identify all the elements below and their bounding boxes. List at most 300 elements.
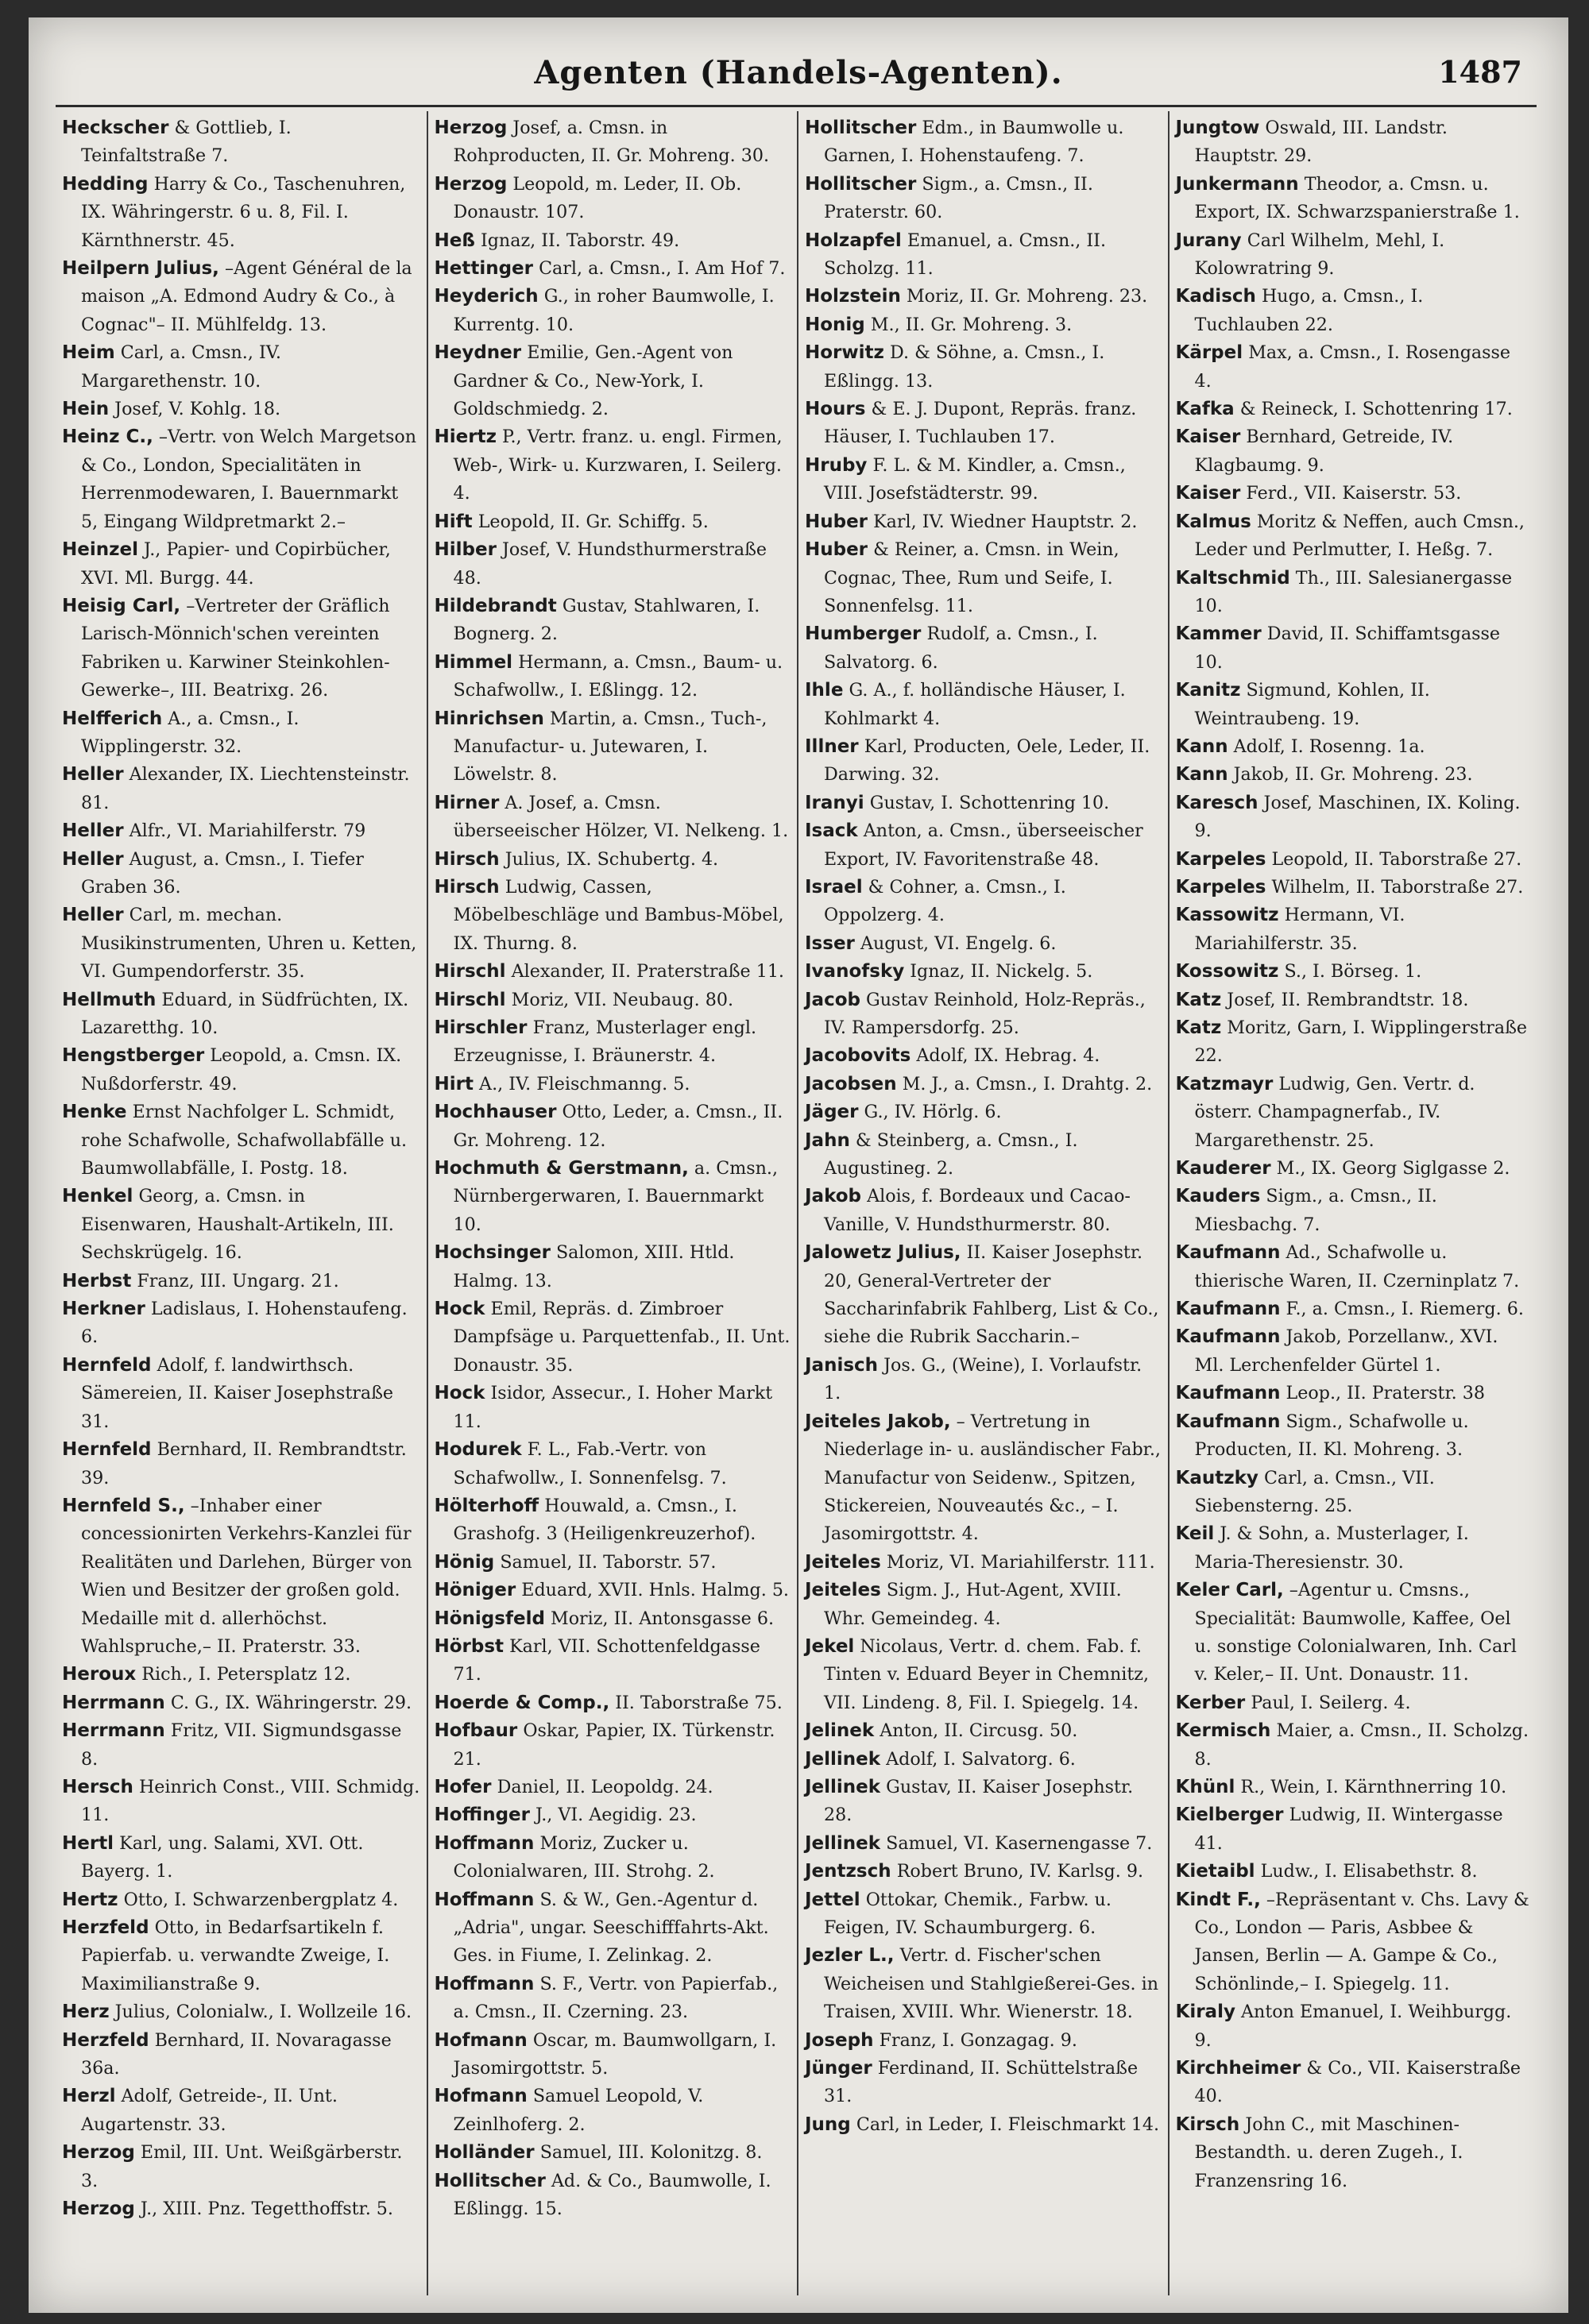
directory-entry — [1176, 1155, 1533, 1183]
entry-name: Kaiser — [1175, 427, 1241, 448]
entry-name: Isser — [805, 932, 855, 954]
directory-entry — [805, 2027, 1162, 2055]
entry-text: Th., III. Salesianergasse 10. — [1194, 567, 1513, 616]
directory-entry — [805, 227, 1162, 284]
directory-entry — [1176, 283, 1533, 339]
entry-text: Julius, Colonialw., I. Wollzeile 16. — [114, 2002, 412, 2023]
entry-name: Israel — [805, 876, 863, 898]
entry-name: Hollitscher — [805, 118, 917, 138]
directory-entry — [62, 1774, 420, 1830]
entry-name: Hiertz — [434, 427, 497, 448]
directory-entry — [805, 1830, 1162, 1858]
directory-entry — [435, 649, 791, 705]
entry-text: P., Vertr. franz. u. engl. Firmen, Web-, Wirk- u. Kurzwaren, I. Seilerg. 4. — [453, 427, 783, 504]
entry-text: Eduard, in Südfrüchten, IX. Lazaretthg. 10. — [81, 989, 409, 1038]
entry-text: Gustav Reinhold, Holz-Repräs., IV. Rampersdorfg. 25. — [824, 989, 1146, 1038]
directory-entry — [62, 1042, 420, 1098]
entry-name: Hochsinger — [434, 1242, 551, 1264]
entry-text: Moriz, VI. Mariahilferstr. 111. — [886, 1551, 1155, 1573]
entry-text: G., IV. Hörlg. 6. — [864, 1102, 1002, 1123]
entry-text: Hermann, VI. Mariahilferstr. 35. — [1194, 905, 1405, 954]
entry-name: Kaufmann — [1175, 1326, 1281, 1348]
entry-text: Hugo, a. Cmsn., I. Tuchlauben 22. — [1194, 286, 1424, 335]
entry-text: Gustav, II. Kaiser Josephstr. 28. — [824, 1776, 1134, 1826]
entry-text: R., Wein, I. Kärnthnerring 10. — [1240, 1776, 1507, 1797]
directory-entry — [435, 846, 791, 874]
entry-name: Höniger — [434, 1580, 516, 1601]
directory-entry — [435, 1886, 791, 1971]
entry-text: G., in roher Baumwolle, I. Kurrentg. 10. — [453, 286, 775, 335]
entry-name: Janisch — [805, 1354, 879, 1376]
entry-text: Oskar, Papier, IX. Türkenstr. 21. — [453, 1720, 775, 1770]
entry-name: Jezler L., — [805, 1945, 895, 1967]
entry-text: Sigm., a. Cmsn., II. Miesbachg. 7. — [1194, 1186, 1437, 1235]
entry-name: Heller — [62, 820, 124, 842]
directory-entry — [62, 1352, 420, 1436]
directory-entry — [805, 874, 1162, 930]
entry-name: Hochmuth & Gerstmann, — [434, 1158, 689, 1179]
directory-entry — [1176, 1774, 1533, 1801]
entry-text: Oswald, III. Landstr. Hauptstr. 29. — [1194, 118, 1448, 167]
entry-name: Heydner — [434, 342, 522, 364]
directory-entry — [435, 874, 791, 958]
entry-name: Jettel — [805, 1889, 860, 1910]
entry-text: Emanuel, a. Cmsn., II. Scholzg. 11. — [824, 230, 1106, 280]
entry-name: Herzl — [62, 2086, 116, 2107]
directory-entry — [1176, 1465, 1533, 1521]
directory-entry — [435, 1014, 791, 1071]
entry-text: Moritz, Garn, I. Wipplingerstraße 22. — [1194, 1017, 1528, 1067]
directory-entry — [805, 508, 1162, 536]
entry-name: Hilber — [434, 539, 497, 561]
entry-name: Hofbaur — [434, 1720, 518, 1742]
entry-name: Hollitscher — [805, 173, 917, 195]
entry-name: Jacobovits — [805, 1045, 911, 1067]
entry-text: Paul, I. Seilerg. 4. — [1251, 1692, 1411, 1713]
directory-entry — [62, 114, 420, 171]
directory-entry — [435, 1605, 791, 1633]
entry-text: John C., mit Maschinen-Bestandth. u. deren Zugeh., I. Franzensring 16. — [1194, 2114, 1463, 2191]
entry-name: Herbst — [62, 1270, 132, 1291]
directory-entry — [435, 423, 791, 508]
entry-name: Kaltschmid — [1175, 567, 1290, 589]
directory-entry — [805, 339, 1162, 396]
directory-entry — [1176, 1295, 1533, 1323]
entry-text: Karl, VII. Schottenfeldgasse 71. — [453, 1635, 760, 1685]
entry-text: Carl, a. Cmsn., VII. Siebensterng. 25. — [1194, 1467, 1435, 1516]
entry-name: Hernfeld — [62, 1439, 152, 1461]
directory-entry — [62, 986, 420, 1043]
entry-text: Moriz, II. Antonsgasse 6. — [550, 1608, 775, 1629]
entry-name: Jahn — [805, 1129, 850, 1151]
directory-entry — [1176, 1886, 1533, 1999]
entry-name: Herz — [62, 2002, 110, 2023]
directory-entry — [62, 593, 420, 705]
entry-text: F. L., Fab.-Vertr. von Schafwollw., I. Sonnenfelsg. 7. — [453, 1439, 727, 1488]
directory-entry — [1176, 480, 1533, 508]
entry-name: Kadisch — [1175, 286, 1256, 307]
entry-text: Adolf, I. Rosenng. 1a. — [1233, 735, 1425, 757]
entry-name: Hirsch — [434, 848, 500, 870]
entry-name: Jellinek — [805, 1832, 881, 1854]
directory-entry — [1176, 565, 1533, 621]
entry-name: Jeiteles — [805, 1580, 881, 1601]
entry-text: Carl, a. Cmsn., IV. Margarethenstr. 10. — [81, 342, 281, 392]
entry-name: Kaufmann — [1175, 1299, 1281, 1320]
entry-name: Kann — [1175, 735, 1228, 757]
entry-text: F. L. & M. Kindler, a. Cmsn., VIII. Josefstädterstr. 99. — [824, 454, 1126, 504]
directory-entry — [62, 255, 420, 339]
entry-text: A., IV. Fleischmanng. 5. — [479, 1073, 690, 1094]
entry-name: Humberger — [805, 623, 922, 645]
directory-entry — [435, 339, 791, 423]
entry-name: Hellmuth — [62, 989, 157, 1010]
entry-text: D. & Söhne, a. Cmsn., I. Eßlingg. 13. — [824, 342, 1105, 392]
entry-text: Ferd., VII. Kaiserstr. 53. — [1246, 483, 1462, 504]
entry-name: Heisig Carl, — [62, 595, 181, 616]
directory-entry — [62, 1886, 420, 1914]
entry-name: Jalowetz Julius, — [805, 1242, 961, 1264]
entry-name: Hirschl — [434, 961, 506, 982]
entry-name: Hirschl — [434, 989, 506, 1010]
directory-entry — [805, 2055, 1162, 2111]
directory-entry — [805, 171, 1162, 227]
entry-text: Karl, IV. Wiedner Hauptstr. 2. — [873, 511, 1138, 532]
entry-name: Heller — [62, 905, 124, 926]
directory-entry — [805, 1774, 1162, 1830]
directory-entry — [1176, 1014, 1533, 1071]
entry-text: M., IX. Georg Siglgasse 2. — [1276, 1158, 1510, 1179]
entry-name: Hoffmann — [434, 1973, 535, 1994]
entry-name: Jurany — [1175, 230, 1242, 251]
entry-text: Karl, Producten, Oele, Leder, II. Darwing. 32. — [824, 735, 1150, 786]
entry-text: Anton, a. Cmsn., überseeischer Export, IV. Favoritenstraße 48. — [824, 820, 1143, 870]
entry-text: Franz, I. Gonzagag. 9. — [879, 2029, 1077, 2051]
entry-text: S. & W., Gen.-Agentur d. „Adria", ungar. Seeschifffahrts-Akt. Ges. in Fiume, I. Zelinkag. 2. — [453, 1889, 769, 1967]
entry-text: Adolf, IX. Hebrag. 4. — [916, 1045, 1100, 1067]
entry-text: Sigm., Schafwolle u. Producten, II. Kl. Mohreng. 3. — [1194, 1411, 1469, 1461]
directory-entry — [1176, 114, 1533, 171]
directory-entry — [435, 789, 791, 846]
directory-entry — [62, 1830, 420, 1886]
entry-name: Hernfeld — [62, 1354, 152, 1376]
entry-text: J. & Sohn, a. Musterlager, I. Maria-Theresienstr. 30. — [1194, 1523, 1469, 1573]
entry-name: Kirchheimer — [1175, 2058, 1301, 2079]
entry-name: Helfferich — [62, 708, 163, 729]
entry-text: Alexander, II. Praterstraße 11. — [511, 961, 784, 982]
entry-text: Theodor, a. Cmsn. u. Export, IX. Schwarzspanierstraße 1. — [1194, 173, 1520, 223]
directory-entry — [435, 1380, 791, 1436]
entry-name: Hoffmann — [434, 1832, 535, 1854]
entry-name: Hirner — [434, 792, 500, 813]
directory-entry — [805, 1239, 1162, 1352]
entry-name: Hengstberger — [62, 1045, 205, 1067]
entry-name: Iranyi — [805, 792, 864, 813]
entry-name: Kautzky — [1175, 1467, 1258, 1488]
directory-entry — [805, 1858, 1162, 1886]
entry-name: Jacob — [805, 989, 860, 1010]
entry-name: Herzfeld — [62, 1917, 149, 1938]
directory-entry — [62, 2195, 420, 2223]
entry-name: Hours — [805, 399, 866, 420]
directory-entry — [435, 2139, 791, 2167]
directory-entry — [805, 283, 1162, 311]
entry-text: Sigmund, Kohlen, II. Weintraubeng. 19. — [1194, 680, 1430, 729]
entry-name: Huber — [805, 539, 868, 561]
entry-text: Moriz, VII. Neubaug. 80. — [511, 989, 734, 1010]
entry-name: Holzapfel — [805, 230, 902, 251]
column-2 — [427, 111, 798, 2295]
entry-text: Ferdinand, II. Schüttelstraße 31. — [824, 2058, 1139, 2107]
entry-name: Kann — [1175, 764, 1228, 786]
directory-entry — [435, 1155, 791, 1239]
entry-name: Henke — [62, 1102, 127, 1123]
entry-name: Herzog — [62, 2199, 135, 2220]
entry-text: Bernhard, II. Novaragasse 36a. — [81, 2029, 392, 2079]
directory-entry — [62, 1268, 420, 1295]
entry-name: Kanitz — [1175, 680, 1241, 701]
entry-name: Heroux — [62, 1664, 137, 1685]
entry-text: Josef, V. Kohlg. 18. — [114, 399, 281, 420]
directory-entry — [62, 761, 420, 817]
directory-entry — [1176, 1183, 1533, 1239]
entry-text: Franz, III. Ungarg. 21. — [137, 1270, 339, 1291]
directory-entry — [435, 171, 791, 227]
entry-text: Hermann, a. Cmsn., Baum- u. Schafwollw., I. Eßlingg. 12. — [453, 651, 783, 701]
directory-entry — [805, 1098, 1162, 1126]
entry-name: Ivanofsky — [805, 961, 905, 982]
directory-entry — [435, 1549, 791, 1577]
directory-entry — [1176, 874, 1533, 901]
directory-entry — [435, 508, 791, 536]
directory-entry — [435, 2027, 791, 2083]
entry-text: Fritz, VII. Sigmundsgasse 8. — [81, 1720, 402, 1770]
entry-name: Hirt — [434, 1073, 474, 1094]
entry-text: Julius, IX. Schubertg. 4. — [505, 848, 719, 870]
entry-name: Junkermann — [1175, 173, 1299, 195]
entry-name: Kärpel — [1175, 342, 1243, 364]
directory-entry — [805, 733, 1162, 789]
directory-entry — [62, 536, 420, 593]
entry-name: Jakob — [805, 1186, 862, 1207]
entry-name: Khünl — [1175, 1776, 1235, 1797]
entry-text: –Repräsentant v. Chs. Lavy & Co., London — Paris, Asbbee & Jansen, Berlin — A. Gampe & Co., Schönlinde,– I. Spiegelg. 11. — [1194, 1889, 1529, 1994]
directory-entry — [62, 901, 420, 986]
entry-name: Hodurek — [434, 1439, 522, 1461]
directory-entry — [1176, 1071, 1533, 1155]
entry-name: Kaiser — [1175, 483, 1241, 504]
entry-text: David, II. Schiffamtsgasse 10. — [1194, 623, 1501, 673]
entry-text: Carl, m. mechan. Musikinstrumenten, Uhren u. Ketten, VI. Gumpendorferstr. 35. — [81, 905, 417, 982]
entry-text: Ignaz, II. Taborstr. 49. — [480, 230, 680, 251]
entry-name: Kirsch — [1175, 2114, 1240, 2135]
directory-entry — [1176, 423, 1533, 480]
directory-entry — [62, 2139, 420, 2195]
entry-text: & Reiner, a. Cmsn. in Wein, Cognac, Thee, Rum und Seife, I. Sonnenfelsg. 11. — [824, 539, 1119, 616]
entry-name: Karpeles — [1175, 848, 1266, 870]
entry-name: Jelinek — [805, 1720, 875, 1742]
directory-entry — [435, 1801, 791, 1829]
entry-name: Hernfeld S., — [62, 1495, 185, 1516]
directory-entry — [1176, 396, 1533, 423]
entry-name: Herzog — [62, 2142, 135, 2164]
entry-name: Hertl — [62, 1832, 114, 1854]
directory-entry — [805, 1408, 1162, 1549]
directory-entry — [435, 1774, 791, 1801]
entry-name: Holländer — [434, 2142, 535, 2164]
directory-entry — [805, 1942, 1162, 2026]
entry-name: Huber — [805, 511, 868, 532]
directory-entry — [1176, 1323, 1533, 1380]
directory-entry — [1176, 958, 1533, 986]
entry-name: Hift — [434, 511, 473, 532]
entry-text: Leop., II. Praterstr. 38 — [1286, 1383, 1485, 1404]
entry-text: Ladislaus, I. Hohenstaufeng. 6. — [81, 1299, 408, 1348]
entry-text: Jakob, Porzellanw., XVI. Ml. Lerchenfelder Gürtel 1. — [1194, 1326, 1498, 1376]
column-3 — [797, 111, 1168, 2295]
entry-name: Joseph — [805, 2029, 874, 2051]
directory-entry — [435, 255, 791, 283]
entry-name: Jeiteles — [805, 1551, 881, 1573]
entry-name: Horwitz — [805, 342, 884, 364]
entry-name: Hollitscher — [434, 2170, 546, 2191]
entry-name: Heyderich — [434, 286, 539, 307]
entry-text: Josef, Maschinen, IX. Koling. 9. — [1194, 792, 1521, 842]
header-rule — [56, 105, 1537, 107]
directory-entry — [1176, 677, 1533, 733]
entry-text: Gustav, I. Schottenring 10. — [869, 792, 1110, 813]
directory-entry — [435, 1689, 791, 1717]
entry-text: & Gottlieb, I. Teinfaltstraße 7. — [81, 118, 292, 167]
entry-text: Adolf, I. Salvatorg. 6. — [886, 1748, 1076, 1770]
directory-entry — [1176, 620, 1533, 677]
entry-text: Josef, V. Hundsthurmerstraße 48. — [453, 539, 767, 589]
entry-text: Franz, Musterlager engl. Erzeugnisse, I. Bräunerstr. 4. — [453, 1017, 757, 1067]
entry-text: Anton Emanuel, I. Weihburgg. 9. — [1194, 2002, 1512, 2051]
entry-name: Henkel — [62, 1186, 133, 1207]
entry-name: Hönig — [434, 1551, 495, 1573]
entry-text: Ludwig, Gen. Vertr. d. österr. Champagnerfab., IV. Margarethenstr. 25. — [1194, 1073, 1475, 1151]
entry-text: II. Taborstraße 75. — [615, 1692, 783, 1713]
entry-text: August, a. Cmsn., I. Tiefer Graben 36. — [81, 848, 364, 898]
directory-entry — [62, 423, 420, 536]
entry-name: Herzog — [434, 118, 508, 138]
entry-name: Heilpern Julius, — [62, 258, 219, 280]
entry-text: Alfr., VI. Mariahilferstr. 79 — [129, 820, 366, 842]
entry-text: A. Josef, a. Cmsn. überseeischer Hölzer, VI. Nelkeng. 1. — [453, 792, 789, 842]
entry-text: August, VI. Engelg. 6. — [860, 932, 1057, 954]
entry-text: Emil, III. Unt. Weißgärberstr. 3. — [81, 2142, 403, 2191]
directory-entry — [1176, 1717, 1533, 1774]
entry-name: Hoerde & Comp., — [434, 1692, 610, 1713]
directory-entry — [435, 114, 791, 171]
entry-text: Ernst Nachfolger L. Schmidt, rohe Schafwolle, Schafwollabfälle u. Baumwollabfälle, I. Postg. 18. — [81, 1102, 408, 1179]
entry-text: Harry & Co., Taschenuhren, IX. Währingerstr. 6 u. 8, Fil. I. Kärnthnerstr. 45. — [81, 173, 406, 251]
directory-entry — [62, 846, 420, 902]
directory-entry — [62, 1717, 420, 1774]
entry-name: Herrmann — [62, 1720, 165, 1742]
directory-entry — [1176, 986, 1533, 1014]
entry-text: Isidor, Assecur., I. Hoher Markt 11. — [453, 1383, 773, 1432]
entry-name: Jellinek — [805, 1748, 881, 1770]
entry-text: & Reineck, I. Schottenring 17. — [1239, 399, 1513, 420]
directory-entry — [435, 593, 791, 649]
directory-entry — [435, 1830, 791, 1886]
directory-entry — [1176, 1998, 1533, 2055]
entry-text: Carl, a. Cmsn., I. Am Hof 7. — [539, 258, 786, 280]
entry-text: Ottokar, Chemik., Farbw. u. Feigen, IV. Schaumburgerg. 6. — [824, 1889, 1112, 1938]
entry-text: & Co., VII. Kaiserstraße 40. — [1194, 2058, 1521, 2107]
entry-name: Heinz C., — [62, 427, 153, 448]
entry-name: Hoffmann — [434, 1889, 535, 1910]
entry-name: Kossowitz — [1175, 961, 1279, 982]
directory-entry — [435, 227, 791, 255]
entry-name: Holzstein — [805, 286, 901, 307]
entry-text: Samuel, VI. Kasernengasse 7. — [886, 1832, 1153, 1854]
directory-entry — [62, 1689, 420, 1717]
entry-text: Ludwig, II. Wintergasse 41. — [1194, 1805, 1503, 1854]
entry-name: Hedding — [62, 173, 149, 195]
entry-name: Katz — [1175, 1017, 1222, 1038]
directory-entry — [805, 2111, 1162, 2139]
directory-entry — [805, 1071, 1162, 1098]
entry-name: Hock — [434, 1299, 485, 1320]
directory-entry — [1176, 227, 1533, 284]
directory-entry — [435, 958, 791, 986]
directory-entry — [435, 283, 791, 339]
entry-text: Josef, II. Rembrandtstr. 18. — [1227, 989, 1469, 1010]
entry-name: Kammer — [1175, 623, 1262, 645]
directory-entry — [805, 1886, 1162, 1943]
entry-text: G. A., f. holländische Häuser, I. Kohlmarkt 4. — [824, 680, 1126, 729]
entry-text: & Steinberg, a. Cmsn., I. Augustineg. 2. — [824, 1129, 1078, 1179]
entry-text: J., VI. Aegidig. 23. — [535, 1805, 697, 1826]
entry-text: & E. J. Dupont, Repräs. franz. Häuser, I. Tuchlauben 17. — [824, 399, 1137, 448]
entry-name: Ihle — [805, 680, 844, 701]
entry-text: J., Papier- und Copirbücher, XVI. Ml. Burgg. 44. — [81, 539, 391, 589]
directory-entry — [62, 1914, 420, 1998]
entry-text: C. G., IX. Währingerstr. 29. — [170, 1692, 412, 1713]
directory-entry — [805, 114, 1162, 171]
entry-name: Kielberger — [1175, 1805, 1284, 1826]
entry-text: Moriz, Zucker u. Colonialwaren, III. Strohg. 2. — [453, 1832, 715, 1882]
entry-name: Jünger — [805, 2058, 872, 2079]
entry-text: Houwald, a. Cmsn., I. Grashofg. 3 (Heiligenkreuzerhof). — [453, 1495, 756, 1545]
directory-entry — [1176, 1520, 1533, 1577]
entry-name: Heß — [434, 230, 475, 251]
entry-text: Ludwig, Cassen, Möbelbeschläge und Bambus-Möbel, IX. Thurng. 8. — [453, 876, 784, 954]
columns-container — [56, 111, 1538, 2295]
entry-text: a. Cmsn., Nürnbergerwaren, I. Bauernmarkt 10. — [453, 1158, 779, 1235]
entry-name: Kauderer — [1175, 1158, 1271, 1179]
directory-entry — [435, 536, 791, 593]
directory-entry — [1176, 901, 1533, 958]
entry-name: Isack — [805, 820, 858, 842]
entry-name: Herzfeld — [62, 2029, 149, 2051]
directory-entry — [62, 1998, 420, 2026]
entry-text: Ad. & Co., Baumwolle, I. Eßlingg. 15. — [453, 2170, 771, 2220]
directory-entry — [435, 986, 791, 1014]
directory-entry — [62, 2083, 420, 2139]
directory-entry — [805, 620, 1162, 677]
directory-entry — [1176, 508, 1533, 565]
column-4 — [1168, 111, 1539, 2295]
entry-name: Hettinger — [434, 258, 534, 280]
entry-text: Leopold, a. Cmsn. IX. Nußdorferstr. 49. — [81, 1045, 402, 1094]
entry-text: Gustav, Stahlwaren, I. Bognerg. 2. — [453, 595, 760, 645]
entry-text: & Cohner, a. Cmsn., I. Oppolzerg. 4. — [824, 876, 1066, 926]
directory-entry — [62, 1295, 420, 1352]
